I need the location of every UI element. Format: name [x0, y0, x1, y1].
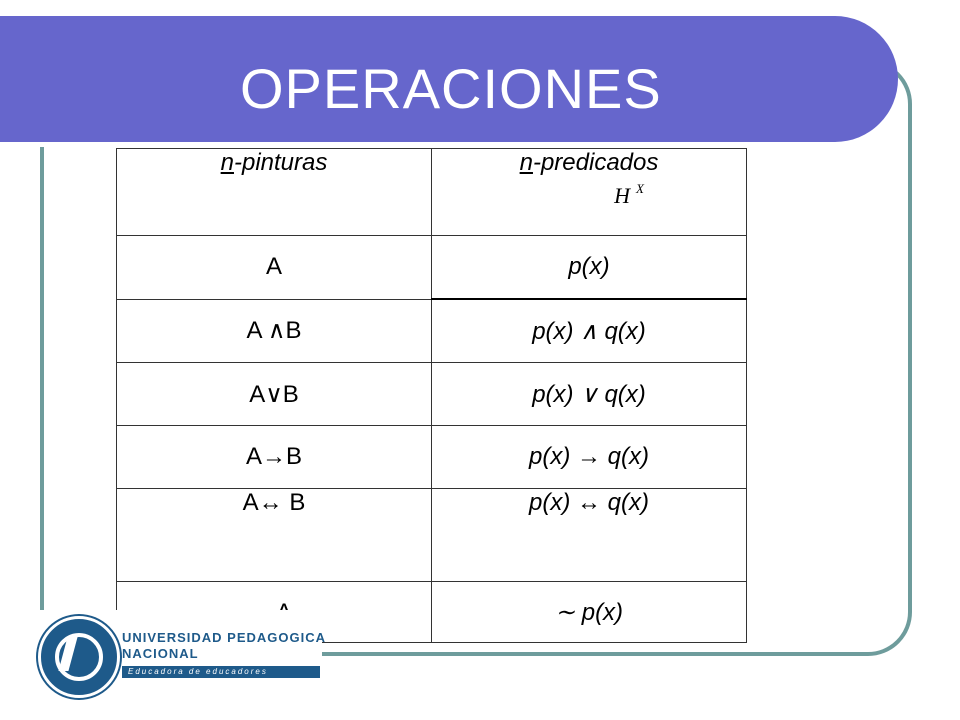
predicado-cell: p(x) ↔ q(x) [432, 489, 747, 582]
pintura-cell: A ∧B [117, 299, 432, 363]
table-row [117, 363, 747, 426]
header-n-predicados [432, 149, 747, 236]
table-row [117, 489, 747, 582]
table-header-row [117, 149, 747, 236]
power-set-symbol [432, 181, 746, 209]
header-n-pinturas [117, 149, 432, 236]
logo-line-1: UNIVERSIDAD PEDAGOGICA [122, 630, 327, 645]
predicado-cell: p(x) → q(x) [432, 426, 747, 489]
header-col1-rest: -pinturas [233, 149, 328, 176]
pintura-cell: A∨B [117, 363, 432, 426]
slide-title: OPERACIONES [240, 57, 662, 120]
header-col1-prefix: n [220, 149, 234, 176]
university-logo [22, 610, 327, 716]
operations-table [116, 148, 747, 643]
title-bar [0, 16, 898, 142]
header-col2-prefix: n [519, 149, 533, 176]
table-row [117, 426, 747, 489]
header-col2-rest: -predicados [532, 149, 659, 176]
logo-line-2: NACIONAL [122, 646, 199, 661]
pintura-cell: A↔ B [117, 489, 432, 582]
predicado-cell: ∼ p(x) [432, 582, 747, 643]
predicado-cell: p(x) ∧ q(x) [432, 299, 747, 363]
power-set-exponent: X [635, 181, 644, 196]
table-row [117, 236, 747, 300]
logo-motto: Educadora de educadores [122, 666, 320, 678]
university-seal-icon [38, 616, 120, 698]
power-set-base: H [614, 183, 630, 208]
title-underline [0, 142, 848, 147]
predicado-cell: p(x) ∨ q(x) [432, 363, 747, 426]
table-row [117, 299, 747, 363]
pintura-cell: A→B [117, 426, 432, 489]
predicado-cell: p(x) [432, 236, 747, 300]
pintura-cell: A [117, 236, 432, 300]
